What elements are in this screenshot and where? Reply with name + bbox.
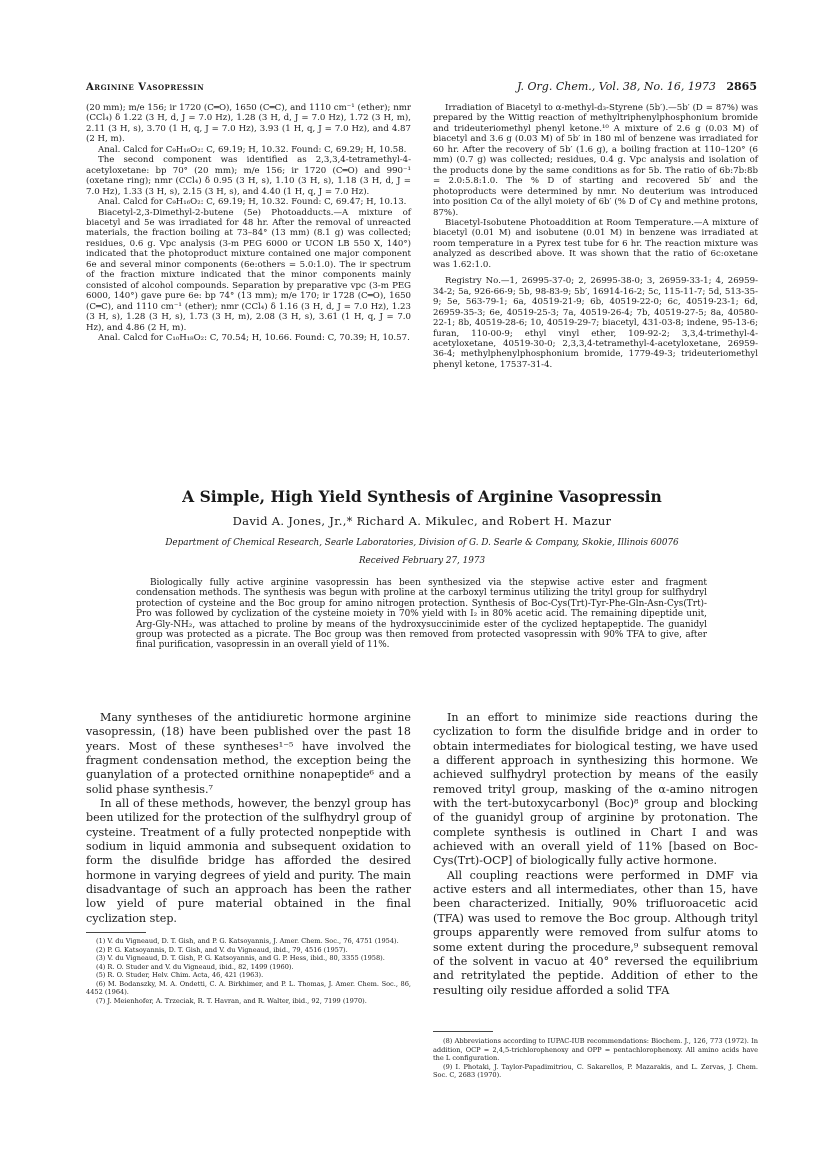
paragraph: All coupling reactions were performed in DMF via active esters and all intermediates, other than 15, have been characterized. Initially, 90% trifluoroacetic acid (TFA) was used to remove the Boc group. Although trityl groups apparently were removed from sulfur atoms to some extent during the procedure,⁹ subsequent removal of the solvent in vacuo at 40° reversed the equilibrium and retritylated the peptide. Addition of ether to the resulting oily residue afforded a solid TFA — [433, 868, 758, 997]
footnote: (1) V. du Vigneaud, D. T. Gish, and P. G. Katsoyannis, J. Amer. Chem. Soc., 76, 4751 (1954). — [96, 937, 399, 945]
journal-citation: J. Org. Chem., Vol. 38, No. 16, 1973 — [516, 80, 716, 93]
footnote: (6) M. Bodanszky, M. A. Ondetti, C. A. Birkhimer, and P. L. Thomas, J. Amer. Chem. Soc., 86, 4452 (1964). — [86, 979, 411, 996]
experimental-column-left — [86, 103, 411, 343]
paragraph: In all of these methods, however, the benzyl group has been utilized for the protection of the sulfhydryl group of cysteine. Treatment of a fully protected nonpeptide with sodium in liquid ammonia and subsequent oxidation to form the disulfide bridge has afforded the desired hormone in varying degrees of yield and purity. The main disadvantage of such an approach has been the rather low yield of pure material obtained in the final cyclization step. — [86, 797, 411, 925]
footnote-divider — [433, 1031, 493, 1032]
article-authors: David A. Jones, Jr.,* Richard A. Mikulec, and Robert H. Mazur — [232, 514, 612, 528]
paragraph: Anal. Calcd for C₉H₁₆O₂: C, 69.19; H, 10.32. Found: C, 69.47; H, 10.13. — [98, 197, 407, 208]
footnote: (5) R. O. Studer, Helv. Chim. Acta, 46, 421 (1963). — [96, 971, 264, 979]
received-date: Received February 27, 1973 — [358, 556, 486, 566]
affiliation: Department of Chemical Research, Searle Laboratories, Division of G. D. Searle & Company, Skokie, Illinois 60076 — [165, 538, 679, 548]
paragraph: Biacetyl-Isobutene Photoaddition at Room Temperature.—A mixture of biacetyl (0.01 M) and isobutene (0.01 M) in benzene was irradiated at room temperature in a Pyrex test tube for 6 hr. The reaction mixture was analyzed as described above. It was shown that the ratio of 6c:oxetane was 1.62:1.0. — [433, 217, 758, 270]
article-title: A Simple, High Yield Synthesis of Arginine Vasopressin — [182, 487, 662, 506]
registry-numbers: Registry No.—1, 26995-37-0; 2, 26995-38-0; 3, 26959-33-1; 4, 26959-34-2; 5a, 926-66-9; 5b, 98-83-9; 5b′, 16914-16-2; 5c, 115-11-7; 5d, 513-35-9; 5e, 563-79-1; 6a, 40519-21-9; 6b, 40519-22-0; 6c, 40519-23-1; 6d, 26959-35-3; 6e, 40519-25-3; 7a, 40519-26-4; 7b, 40519-27-5; 8a, 40580-22-1; 8b, 40519-28-6; 10, 40519-29-7; biacetyl, 431-03-8; indene, 95-13-6; furan, 110-00-9; ethyl vinyl ether, 109-92-2; 3,3,4-trimethyl-4-acetyloxetane, 40519-30-0; 2,3,3,4-tetramethyl-4-acetyloxetane, 26959-36-4; methylphenylphosphonium bromide, 1779-49-3; trideuteriomethyl phenyl ketone, 17537-31-4. — [433, 276, 758, 370]
footnotes-left — [86, 937, 411, 1005]
paragraph: Biacetyl-2,3-Dimethyl-2-butene (5e) Photoadducts.—A mixture of biacetyl and 5e was irradiated for 48 hr. After the removal of unreacted materials, the fraction boiling at 73–84° (13 mm) (8.1 g) was collected; residues, 0.6 g. Vpc analysis (3-m PEG 6000 or UCON LB 550 X, 140°) indicated that the photoproduct mixture contained one major component 6e and several minor components (6e:others = 5.0:1.0). The ir spectrum of the fraction mixture indicated that the minor components mainly consisted of alcohol compounds. Separation by preparative vpc (3-m PEG 6000, 140°) gave pure 6e: bp 74° (13 mm); m/e 170; ir 1728 (C═O), 1650 (C═C), and 1110 cm⁻¹ (ether); nmr (CCl₄) δ 1.16 (3 H, d, J = 7.0 Hz), 1.23 (3 H, s), 1.28 (3 H, s), 1.73 (3 H, m), 2.08 (3 H, s), 3.61 (1 H, q, J = 7.0 Hz), and 4.86 (2 H, m). — [86, 207, 411, 333]
paragraph: The second component was identified as 2,3,3,4-tetramethyl-4-acetyloxetane: bp 70° (20 mm); m/e 156; ir 1720 (C═O) and 990⁻¹ (oxetane ring); nmr (CCl₄) δ 0.95 (3 H, s), 1.10 (3 H, s), 1.18 (3 H, d, J = 7.0 Hz), 1.33 (3 H, s), 2.15 (3 H, s), and 4.40 (1 H, q, J = 7.0 Hz). — [86, 155, 411, 197]
paragraph: Irradiation of Biacetyl to α-methyl-d₃-Styrene (5b′).—5b′ (D = 87%) was prepared by the Wittig reaction of methyltriphenylphosphonium bromide and trideuteriomethyl phenyl ketone.¹⁰ A mixture of 2.6 g (0.03 M) of biacetyl and 3.6 g (0.03 M) of 5b′ in 180 ml of benzene was irradiated for 60 hr. After the recovery of 5b′ (1.6 g), a boiling fraction at 110–120° (6 mm) (0.7 g) was collected; residues, 0.4 g. Vpc analysis and isolation of the products done by the same conditions as for 5b. The ratio of 6b:7b:8b = 2.0:5.8:1.0. The % D of starting and recovered 5b′ and the photoproducts were determined by nmr. No deuterium was introduced into position Cα of the allyl moiety of 6b′ (% D of Cγ and methine protons, 87%). — [433, 103, 758, 218]
body-column-right — [433, 711, 758, 998]
paragraph: In an effort to minimize side reactions during the cyclization to form the disulfide bridge and in order to obtain intermediates for biological testing, we have used a different approach in synthesizing this hormone. We achieved sulfhydryl protection by means of the easily removed trityl group, masking of the α-amino nitrogen with the tert-butoxycarbonyl (Boc)⁸ group and blocking of the guanidyl group of arginine by protonation. The complete synthesis is outlined in Chart I and was achieved with an overall yield of 11% [based on Boc-Cys(Trt)-OCP] of biologically fully active hormone. — [433, 711, 758, 868]
body-column-left — [86, 711, 411, 926]
paragraph: Many syntheses of the antidiuretic hormone arginine vasopressin, (18) have been published over the past 18 years. Most of these syntheses¹⁻⁵ have involved the fragment condensation method, the exception being the guanylation of a protected ornithine nonapeptide⁶ and a solid phase synthesis.⁷ — [86, 711, 411, 796]
footnotes-right — [433, 1037, 758, 1080]
paragraph: Anal. Calcd for C₁₀H₁₈O₂: C, 70.54; H, 10.66. Found: C, 70.39; H, 10.57. — [98, 332, 410, 343]
footnote: (9) I. Photaki, J. Taylor-Papadimitriou, C. Sakarellos, P. Mazarakis, and L. Zervas, J. Chem. Soc. C, 2683 (1970). — [433, 1062, 758, 1079]
experimental-column-right — [433, 103, 758, 370]
page-number: 2865 — [726, 80, 757, 93]
footnote-divider — [86, 932, 146, 933]
abstract — [136, 578, 707, 651]
footnote: (3) V. du Vigneaud, D. T. Gish, P. G. Katsoyannis, and G. P. Hess, ibid., 80, 3355 (1958). — [96, 954, 385, 962]
footnote: (8) Abbreviations according to IUPAC-IUB recommendations: Biochem. J., 126, 773 (1972). In addition, OCP = 2,4,5-trichlorophenoxy and OPP = pentachlorophenoxy. All amino acids have the L configuration. — [433, 1037, 758, 1062]
running-title: Arginine Vasopressin — [86, 82, 205, 93]
footnote: (7) J. Meienhofer, A. Trzeciak, R. T. Havran, and R. Walter, ibid., 92, 7199 (1970). — [96, 996, 367, 1005]
paragraph: (20 mm); m/e 156; ir 1720 (C═O), 1650 (C═C), and 1110 cm⁻¹ (ether); nmr (CCl₄) δ 1.22 (3 H, d, J = 7.0 Hz), 1.28 (3 H, d, J = 7.0 Hz), 1.72 (3 H, m), 2.11 (3 H, s), 3.70 (1 H, q, J = 7.0 Hz), 3.93 (1 H, q, J = 7.0 Hz), and 4.87 (2 H, m). — [86, 103, 411, 145]
abstract-text: Biologically fully active arginine vasopressin has been synthesized via the stepwise active ester and fragment condensation methods. The synthesis was begun with proline at the carboxyl terminus utilizing the trityl group for sulfhydryl protection of cysteine and the Boc group for amino nitrogen protection. Synthesis of Boc-Cys(Trt)-Tyr-Phe-Gln-Asn-Cys(Trt)-Pro was followed by cyclization of the cysteine moiety in 70% yield with I₂ in 80% acetic acid. The remaining dipeptide unit, Arg-Gly-NH₂, was attached to proline by means of the hydroxysuccinimide ester of the cyclized heptapeptide. The guanidyl group was protected as a picrate. The Boc group was then removed from protected vasopressin with 90% TFA to give, after final purification, vasopressin in an overall yield of 11%. — [136, 578, 707, 651]
footnote: (2) P. G. Katsoyannis, D. T. Gish, and V. du Vigneaud, ibid., 79, 4516 (1957). — [96, 945, 348, 954]
paragraph: Anal. Calcd for C₉H₁₆O₂: C, 69.19; H, 10.32. Found: C, 69.29; H, 10.58. — [98, 144, 407, 155]
footnote: (4) R. O. Studer and V. du Vigneaud, ibid., 82, 1499 (1960). — [96, 962, 294, 971]
journal-header — [517, 80, 757, 93]
